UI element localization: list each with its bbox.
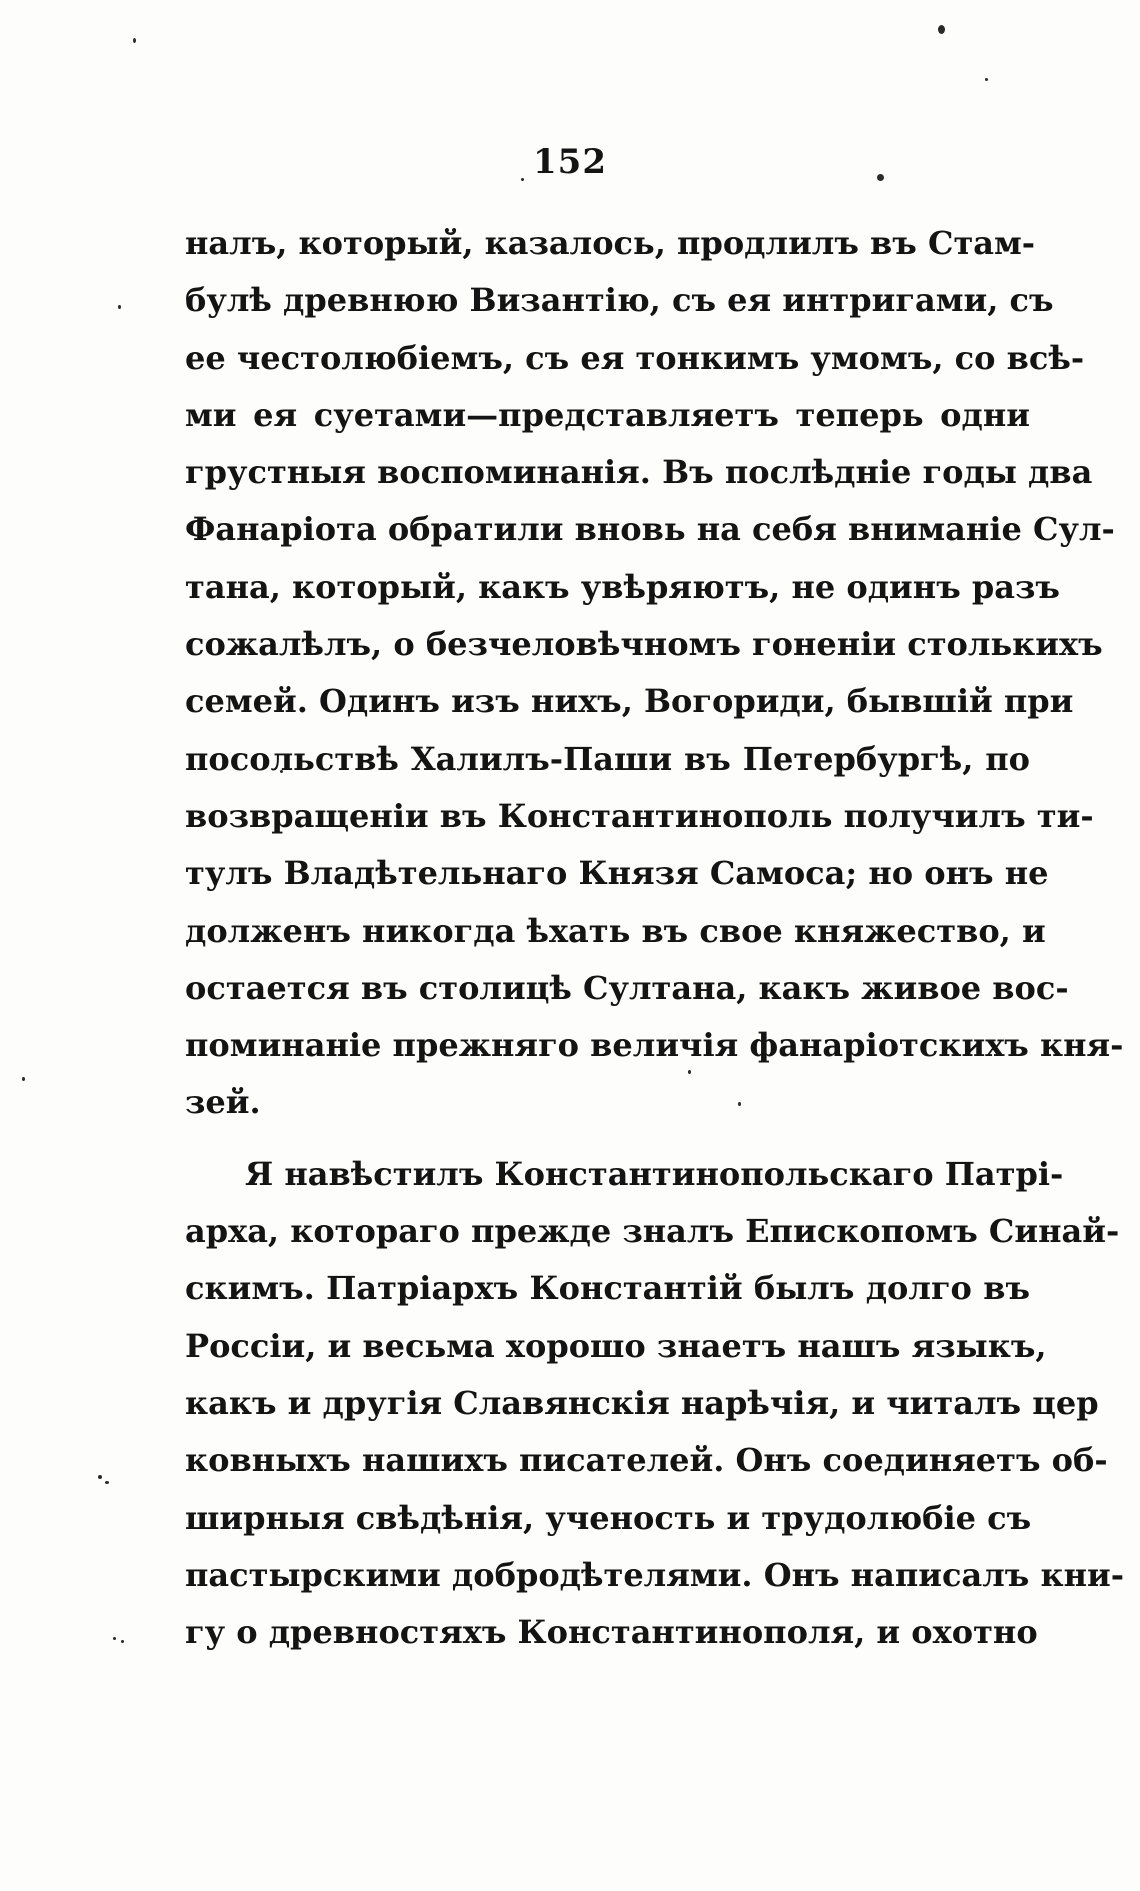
scan-speck [118,305,121,309]
text-line: ее честолюбіемъ, съ ея тонкимъ умомъ, со всѣ- [185,338,1085,377]
scan-speck [121,1640,124,1643]
scan-speck [105,1481,109,1484]
text-line: пастырскими добродѣтелями. Онъ написалъ кни- [185,1555,1124,1594]
scan-speck [22,1077,25,1081]
text-line: долженъ никогда ѣхать въ свое княжество, и [185,911,1046,950]
body-text [185,215,1124,1661]
scan-speck [98,1475,102,1479]
text-line: Я навѣстилъ Константинопольскаго Патрі- [245,1154,1064,1193]
text-line: грустныя воспоминанія. Въ послѣдніе годы два [185,453,1093,492]
text-line: ширныя свѣдѣнія, ученость и трудолюбіе съ [185,1498,1032,1537]
text-line: семей. Одинъ изъ нихъ, Вогориди, бывшій при [185,682,1074,721]
paragraph-1 [185,215,1124,1132]
text-line: ковныхъ нашихъ писателей. Онъ соединяетъ об- [185,1441,1108,1480]
text-line: поминаніе прежняго величія фанаріотскихъ кня- [185,1026,1124,1065]
text-line: ми ея суетами—представляетъ теперь одни [185,395,1030,434]
text-line: посольствѣ Халилъ-Паши въ Петербургѣ, по [185,739,1030,778]
text-line: тулъ Владѣтельнаго Князя Самоса; но онъ не [185,854,1049,893]
text-line: Россіи, и весьма хорошо знаетъ нашъ языкъ, [185,1326,1047,1365]
text-line: гу о древностяхъ Константинополя, и охотно [185,1613,1038,1652]
text-line: Фанаріота обратили вновь на себя вниманіе Сул- [185,510,1115,549]
text-line: арха, котораго прежде зналъ Епископомъ Синай- [185,1212,1120,1251]
text-line: булѣ древнюю Византію, съ ея интригами, съ [185,281,1054,320]
text-line: налъ, который, казалось, продлилъ въ Стам- [185,224,1036,262]
scan-speck [133,38,136,43]
text-line: сожалѣлъ, о безчеловѣчномъ гоненіи столькихъ [185,625,1103,664]
paragraph-2 [185,1146,1124,1662]
text-line: остается въ столицѣ Султана, какъ живое вос- [185,968,1069,1007]
text-line: зей. [185,1083,261,1122]
paragraph-gap [185,1132,1030,1146]
scan-speck [985,78,988,81]
scan-speck [113,1637,116,1640]
page-number: 152 [533,142,607,182]
text-line: скимъ. Патріархъ Константій былъ долго въ [185,1269,1030,1308]
text-line: возвращеніи въ Константинополь получилъ ти- [185,796,1094,835]
scan-speck [938,25,945,34]
text-line: тана, который, какъ увѣряютъ, не одинъ разъ [185,567,1060,606]
text-line: какъ и другія Славянскія нарѣчія, и читалъ цер [185,1383,1099,1422]
